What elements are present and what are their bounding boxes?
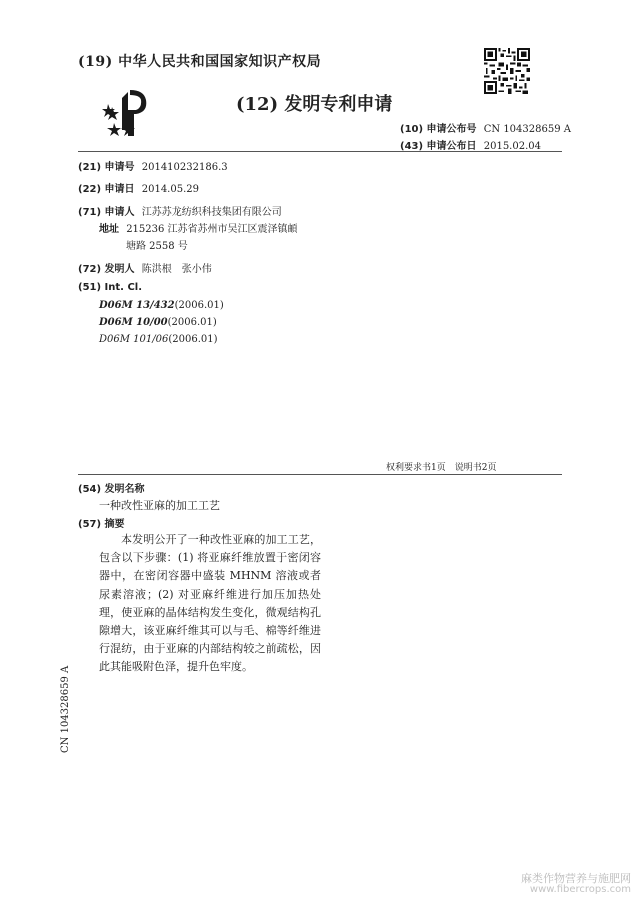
section-divider (78, 474, 562, 475)
qr-code (484, 48, 530, 94)
invention-title-label (78, 480, 145, 495)
abstract-label (78, 515, 125, 530)
inventors (78, 260, 212, 275)
inventors-label: (72) 发明人 (78, 264, 135, 275)
applicant (78, 203, 282, 218)
side-publication-number: CN 104328659 A (60, 665, 71, 753)
filing-date-value: 2014.05.29 (141, 184, 199, 195)
publication-number-value: CN 104328659 A (483, 124, 571, 135)
address-label: 地址 (99, 224, 119, 235)
application-number-value: 201410232186.3 (141, 162, 228, 173)
invention-title-label-text: (54) 发明名称 (78, 484, 145, 495)
ipc-code: D06M 10/00 (99, 317, 168, 328)
int-cl-label-text: (51) Int. Cl. (78, 282, 143, 293)
header-divider (78, 151, 562, 152)
abstract-label-text: (57) 摘要 (78, 519, 125, 530)
application-number-label: (21) 申请号 (78, 162, 135, 173)
office-name: (19) 中华人民共和国国家知识产权局 (78, 54, 322, 70)
applicant-value: 江苏苏龙纺织科技集团有限公司 (141, 207, 282, 218)
address (99, 220, 298, 235)
abstract-text: 本发明公开了一种改性亚麻的加工工艺，包含以下步骤：(1) 将亚麻纤维放置于密闭容器中，在密闭容器中盛装 MHNM 溶液或者尿素溶液；(2) 对亚麻纤维进行加压加热处理，使亚麻的晶体结构发生变化，微观结构孔隙增大，该亚麻纤维其可以与毛、棉等纤维进行混纺，由于亚麻的内部结构较之前疏松，因此其能吸附色泽，提升色牢度。 (99, 533, 321, 674)
page-count-info: 权利要求书1页 说明书2页 (386, 463, 497, 473)
cnipa-logo (100, 84, 158, 140)
ipc-entry (99, 300, 224, 311)
publication-date (400, 137, 541, 152)
inventors-value: 陈洪根 张小伟 (141, 264, 212, 275)
applicant-label: (71) 申请人 (78, 207, 135, 218)
ipc-version: (2006.01) (174, 300, 224, 311)
invention-title: 一种改性亚麻的加工工艺 (99, 499, 220, 512)
ipc-entry (99, 317, 217, 328)
application-number (78, 158, 228, 173)
int-cl-label (78, 282, 142, 293)
filing-date-label: (22) 申请日 (78, 184, 135, 195)
publication-number-label: (10) 申请公布号 (400, 124, 477, 135)
publication-number (400, 120, 571, 135)
watermark: 麻类作物营养与施肥网 (521, 872, 631, 885)
abstract (99, 531, 321, 677)
publication-date-label: (43) 申请公布日 (400, 141, 477, 152)
ipc-version: (2006.01) (168, 334, 218, 345)
address-line-2: 塘路 2558 号 (126, 241, 188, 252)
ipc-entry (99, 334, 218, 345)
document-type: (12) 发明专利申请 (236, 94, 393, 115)
address-line-1: 215236 江苏省苏州市吴江区震泽镇頔 (126, 224, 298, 235)
ipc-version: (2006.01) (167, 317, 217, 328)
filing-date (78, 180, 199, 195)
ipc-code: D06M 13/432 (99, 300, 175, 311)
publication-date-value: 2015.02.04 (483, 141, 541, 152)
ipc-code: D06M 101/06 (99, 334, 169, 345)
watermark-url: www.fibercrops.com (529, 884, 631, 895)
